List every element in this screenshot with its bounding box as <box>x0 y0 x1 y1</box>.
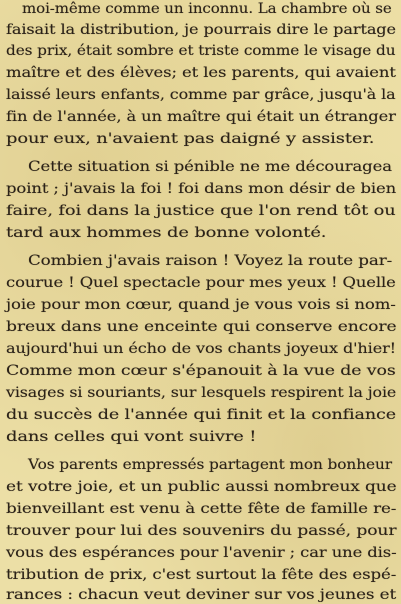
text-line-20: dans celles qui vont suivre ! <box>6 429 257 445</box>
text-line-15: breux dans une enceinte qui conserve encore <box>6 319 397 335</box>
text-line-17: Comme mon cœur s'épanouit à la vue de vos <box>6 363 396 379</box>
text-line-13: courue ! Quel spectacle pour mes yeux ! Quelle <box>6 275 396 291</box>
text-line-1: moi-même comme un inconnu. La chambre où se <box>22 1 392 17</box>
text-line-7: pour eux, n'avaient pas daigné y assister. <box>6 131 375 147</box>
text-line-11: tard aux hommes de bonne volonté. <box>6 225 327 241</box>
text-line-10: faire, foi dans la justice que l'on rend tôt ou <box>6 203 396 219</box>
text-line-8: Cette situation si pénible ne me découragea <box>28 159 392 175</box>
text-line-14: joie pour mon cœur, quand je vous vois si nom- <box>6 297 396 313</box>
text-line-22: et votre joie, et un public aussi nombreux que <box>6 479 397 495</box>
text-line-26: tribution de prix, c'est surtout la fête des espé- <box>6 567 397 583</box>
text-line-3: des prix, était sombre et triste comme le visage du <box>6 43 396 59</box>
text-line-21: Vos parents empressés partagent mon bonheur <box>28 457 392 473</box>
text-line-12: Combien j'avais raison ! Voyez la route par- <box>28 253 393 269</box>
text-line-9: point ; j'avais la foi ! foi dans mon désir de bien <box>6 181 397 197</box>
text-line-16: aujourd'hui un écho de vos chants joyeux d'hier! <box>6 341 397 357</box>
text-line-5: laissé leurs enfants, comme par grâce, jusqu'à la <box>6 87 396 103</box>
text-line-6: fin de l'année, à un maître qui était un étranger <box>6 109 396 125</box>
text-line-25: vous des espérances pour l'avenir ; car une dis- <box>6 545 397 561</box>
text-line-19: du succès de l'année qui finit et la confiance <box>6 407 396 423</box>
text-line-23: bienveillant est venu à cette fête de famille re- <box>6 501 397 517</box>
text-line-27: rances : chacun veut deviner sur vos jeunes et <box>6 587 397 603</box>
text-line-4: maître et des élèves; et les parents, qui avaient <box>6 65 396 81</box>
text-line-24: trouver pour lui des souvenirs du passé, pour <box>6 523 397 539</box>
text-line-18: visages si souriants, sur lesquels respirent la joie <box>6 385 397 401</box>
text-line-2: faisait la distribution, je pourrais dire le partage <box>6 22 396 38</box>
